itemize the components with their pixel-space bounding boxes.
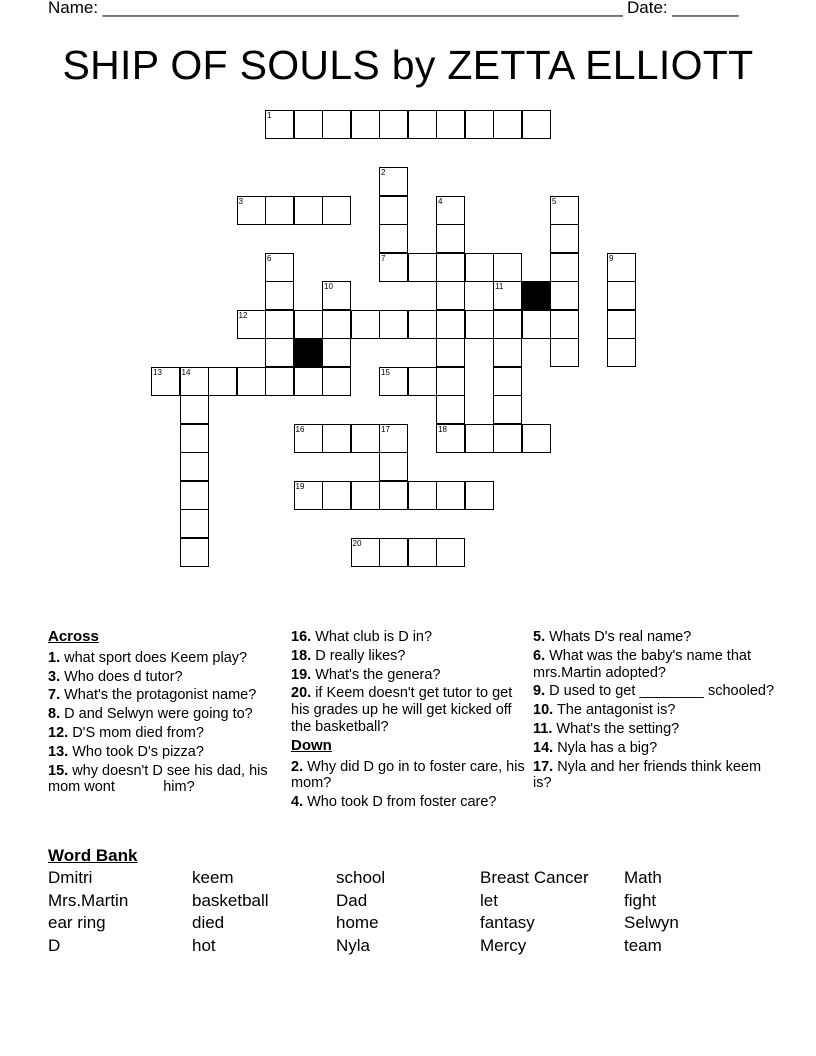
crossword-cell[interactable] <box>436 338 465 367</box>
word-bank-item: Breast Cancer <box>480 868 589 887</box>
clue-down-6: 6. What was the baby's name that mrs.Martin adopted? <box>533 647 751 681</box>
crossword-cell[interactable] <box>550 253 579 282</box>
crossword-black-square <box>294 338 323 367</box>
crossword-cell[interactable] <box>493 367 522 396</box>
clue-down-2: 2. Why did D go in to foster care, his mom? <box>291 758 525 792</box>
word-bank-item: keem <box>192 868 234 887</box>
clue-number: 2 <box>381 168 386 177</box>
down-heading: Down <box>291 736 332 754</box>
crossword-cell[interactable] <box>265 110 294 139</box>
crossword-cell[interactable] <box>351 424 380 453</box>
crossword-cell[interactable] <box>379 424 408 453</box>
word-bank-item: team <box>624 936 662 955</box>
across-heading: Across <box>48 628 99 645</box>
crossword-cell[interactable] <box>607 253 636 282</box>
clue-column-2 <box>291 629 526 813</box>
crossword-cell[interactable] <box>294 110 323 139</box>
crossword-cell[interactable] <box>294 310 323 339</box>
crossword-cell[interactable] <box>436 481 465 510</box>
crossword-cell[interactable] <box>322 424 351 453</box>
crossword-cell[interactable] <box>408 110 437 139</box>
crossword-cell[interactable] <box>294 424 323 453</box>
crossword-cell[interactable] <box>493 253 522 282</box>
crossword-cell[interactable] <box>408 253 437 282</box>
crossword-cell[interactable] <box>436 196 465 225</box>
crossword-cell[interactable] <box>322 367 351 396</box>
crossword-cell[interactable] <box>265 367 294 396</box>
clue-number: 20 <box>352 538 362 548</box>
crossword-cell[interactable] <box>493 310 522 339</box>
page-title: SHIP OF SOULS by ZETTA ELLIOTT <box>62 42 754 88</box>
word-bank-item: basketball <box>192 891 269 910</box>
crossword-cell[interactable] <box>379 538 408 567</box>
crossword-cell[interactable] <box>465 110 494 139</box>
crossword-cell[interactable] <box>493 338 522 367</box>
crossword-cell[interactable] <box>379 110 408 139</box>
word-bank-item: ear ring <box>48 913 106 932</box>
crossword-cell[interactable] <box>465 310 494 339</box>
crossword-cell[interactable] <box>208 367 237 396</box>
word-bank-item: Nyla <box>336 936 371 955</box>
crossword-black-square <box>522 281 551 310</box>
crossword-cell[interactable] <box>265 310 294 339</box>
crossword-cell[interactable] <box>180 509 209 538</box>
clue-number: 1 <box>267 111 272 120</box>
crossword-cell[interactable] <box>322 110 351 139</box>
crossword-cell[interactable] <box>436 538 465 567</box>
word-bank-item: Dmitri <box>48 868 93 887</box>
crossword-cell[interactable] <box>607 281 636 310</box>
crossword-cell[interactable] <box>379 196 408 225</box>
clue-down-10: 10. The antagonist is? <box>533 702 676 719</box>
word-bank-item: died <box>192 913 225 932</box>
word-bank-item: Dad <box>336 891 368 910</box>
word-bank-title: Word Bank <box>48 846 138 865</box>
crossword-cell[interactable] <box>379 224 408 253</box>
crossword-cell[interactable] <box>493 281 522 310</box>
word-bank-item: hot <box>192 936 216 955</box>
clue-down-17: 17. Nyla and her friends think keem is? <box>533 758 762 792</box>
date-field-label: Date: _______ <box>627 0 739 17</box>
clue-number: 18 <box>438 424 447 434</box>
crossword-cell[interactable] <box>180 424 209 453</box>
clue-number: 6 <box>267 253 272 263</box>
crossword-cell[interactable] <box>237 196 266 225</box>
crossword-cell[interactable] <box>237 367 266 396</box>
crossword-cell[interactable] <box>436 253 465 282</box>
word-bank-item: let <box>480 891 498 910</box>
name-field-label: Name: _______________________________________________________ <box>48 0 623 17</box>
clue-number: 5 <box>552 196 557 206</box>
word-bank-item: home <box>336 913 379 932</box>
crossword-cell[interactable] <box>436 281 465 310</box>
crossword-cell[interactable] <box>322 481 351 510</box>
crossword-cell[interactable] <box>265 338 294 367</box>
crossword-cell[interactable] <box>436 224 465 253</box>
clue-down-9: 9. D used to get ________ schooled? <box>533 683 775 700</box>
crossword-cell[interactable] <box>151 367 180 396</box>
crossword-cell[interactable] <box>351 538 380 567</box>
clue-across-20: 20. if Keem doesn't get tutor to get his grades up he will get kicked off the basketball? <box>291 685 513 735</box>
crossword-cell[interactable] <box>550 196 579 225</box>
crossword-cell[interactable] <box>351 481 380 510</box>
word-bank-item: Math <box>624 868 662 887</box>
clue-number: 16 <box>295 424 305 434</box>
crossword-cell[interactable] <box>550 310 579 339</box>
crossword-cell[interactable] <box>550 224 579 253</box>
clue-down-14: 14. Nyla has a big? <box>533 739 658 756</box>
crossword-cell[interactable] <box>180 481 209 510</box>
crossword-cell[interactable] <box>493 424 522 453</box>
crossword-cell[interactable] <box>522 310 551 339</box>
clue-across-19: 19. What's the genera? <box>291 666 441 683</box>
clue-column-1 <box>48 629 278 798</box>
clue-number: 14 <box>181 367 191 377</box>
crossword-cell[interactable] <box>408 367 437 396</box>
crossword-cell[interactable] <box>550 281 579 310</box>
clue-across-16: 16. What club is D in? <box>291 629 433 645</box>
clue-column-3 <box>533 629 778 794</box>
crossword-cell[interactable] <box>550 338 579 367</box>
crossword-cell[interactable] <box>607 310 636 339</box>
clue-number: 19 <box>295 481 305 491</box>
word-bank-item: D <box>48 936 61 955</box>
word-bank-item: Mrs.Martin <box>48 891 129 910</box>
crossword-cell[interactable] <box>265 281 294 310</box>
clue-number: 7 <box>381 253 386 263</box>
clue-across-1: 1. what sport does Keem play? <box>48 649 248 666</box>
crossword-cell[interactable] <box>465 424 494 453</box>
crossword-cell[interactable] <box>607 338 636 367</box>
crossword-cell[interactable] <box>379 253 408 282</box>
crossword-cell[interactable] <box>493 395 522 424</box>
crossword-cell[interactable] <box>465 253 494 282</box>
crossword-cell[interactable] <box>379 367 408 396</box>
crossword-cell[interactable] <box>465 481 494 510</box>
word-bank-item: school <box>336 868 386 887</box>
crossword-cell[interactable] <box>180 395 209 424</box>
crossword-cell[interactable] <box>436 395 465 424</box>
crossword-cell[interactable] <box>294 481 323 510</box>
crossword-cell[interactable] <box>294 196 323 225</box>
crossword-cell[interactable] <box>522 110 551 139</box>
clue-down-5: 5. Whats D's real name? <box>533 629 692 645</box>
clue-across-7: 7. What's the protagonist name? <box>48 687 257 704</box>
crossword-cell[interactable] <box>379 167 408 196</box>
crossword-cell[interactable] <box>379 310 408 339</box>
word-bank-item: fantasy <box>480 913 535 932</box>
crossword-cell[interactable] <box>322 281 351 310</box>
crossword-cell[interactable] <box>322 196 351 225</box>
crossword-cell[interactable] <box>351 310 380 339</box>
crossword-cell[interactable] <box>436 310 465 339</box>
clue-across-3: 3. Who does d tutor? <box>48 668 183 685</box>
clue-number: 11 <box>495 282 504 291</box>
clue-number: 13 <box>153 367 162 377</box>
clue-down-4: 4. Who took D from foster care? <box>291 794 497 811</box>
clue-across-18: 18. D really likes? <box>291 647 406 664</box>
crossword-cell[interactable] <box>436 110 465 139</box>
crossword-cell[interactable] <box>408 310 437 339</box>
crossword-cell[interactable] <box>436 367 465 396</box>
clue-across-12: 12. D'S mom died from? <box>48 724 204 741</box>
word-bank-item: Selwyn <box>624 913 679 932</box>
clue-across-8: 8. D and Selwyn were going to? <box>48 706 253 723</box>
crossword-cell[interactable] <box>322 338 351 367</box>
crossword-cell[interactable] <box>408 538 437 567</box>
crossword-cell[interactable] <box>493 110 522 139</box>
crossword-cell[interactable] <box>379 481 408 510</box>
crossword-cell[interactable] <box>522 424 551 453</box>
word-bank-item: fight <box>624 891 657 910</box>
clue-number: 4 <box>438 196 443 206</box>
crossword-cell[interactable] <box>379 452 408 481</box>
crossword-cell[interactable] <box>408 481 437 510</box>
clue-number: 12 <box>238 310 248 320</box>
clue-number: 17 <box>381 424 390 434</box>
crossword-cell[interactable] <box>322 310 351 339</box>
clue-number: 15 <box>381 367 390 377</box>
crossword-cell[interactable] <box>180 538 209 567</box>
clue-across-13: 13. Who took D's pizza? <box>48 743 204 760</box>
crossword-cell[interactable] <box>180 367 209 396</box>
clue-number: 9 <box>609 253 614 263</box>
crossword-cell[interactable] <box>294 367 323 396</box>
crossword-cell[interactable] <box>237 310 266 339</box>
crossword-cell[interactable] <box>436 424 465 453</box>
clue-number: 3 <box>238 196 243 206</box>
crossword-cell[interactable] <box>351 110 380 139</box>
word-bank-item: Mercy <box>480 936 527 955</box>
clue-down-11: 11. What's the setting? <box>533 720 680 737</box>
crossword-cell[interactable] <box>180 452 209 481</box>
clue-across-15: 15. why doesn't D see his dad, his mom wont him? <box>48 762 272 796</box>
crossword-cell[interactable] <box>265 196 294 225</box>
clue-number: 10 <box>324 282 333 291</box>
crossword-cell[interactable] <box>265 253 294 282</box>
